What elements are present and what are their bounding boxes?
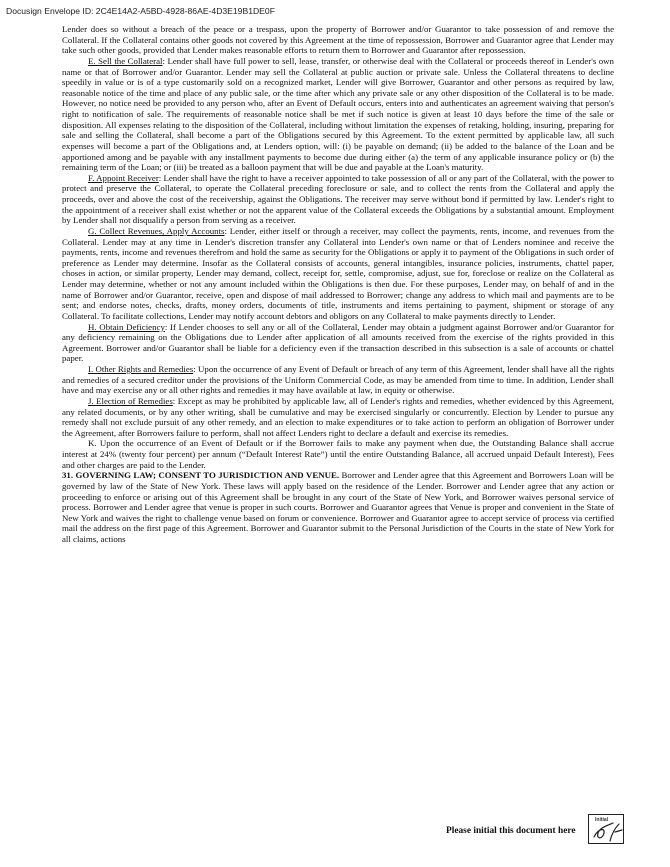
section-g-text: : Lender, either itself or through a receiver, may collect the payments, rents, income, and revenues from the Collateral. Lender may at any time in Lender's discretion transfer any Collateral into Lender's own name or that of Lenders nominee and receive the payments, rents, income and revenues therefrom and hold the same as security for the Obligations or apply it to payment of the Obligations in such order of preference as Lender may determine. Insofar as the Collateral consists of accounts, general intangibles, insurance policies, instruments, chattel paper, choses in action, or similar property, Lender may demand, collect, receipt for, settle, compromise, adjust, sue for, foreclose or realize on the Collateral as Lender may determine, whether or not any amount included within the Obligations is then due. For these purposes, Lender may, on behalf of and in the name of Borrower and/or Guarantor, receive, open and dispose of mail addressed to Borrower; change any address to which mail and payments are to be sent; and endorse notes, checks, drafts, money orders, documents of title, instruments and items pertaining to payment, shipment or storage of any Collateral. To facilitate collections, Lender may notify account debtors and obligors on any Collateral to make payments directly to Lender. bbox=[62, 225, 614, 321]
section-g-collect-revenues bbox=[62, 226, 614, 322]
section-h-text: : If Lender chooses to sell any or all of the Collateral, Lender may obtain a judgment against Borrower and/or Guarantor for any deficiency remaining on the Obligations due to Lender after application of all amounts received from the exercise of the rights provided in this Agreement. Borrower and/or Guarantor shall be liable for a deficiency even if the transaction described in this subsection is a sale of accounts or chattel paper. bbox=[62, 321, 614, 364]
section-i-heading: I. Other Rights and Remedies bbox=[88, 364, 194, 374]
section-j-text: : Except as may be prohibited by applicable law, all of Lender's rights and remedies, whether evidenced by this Agreement, any related documents, or by any other writing, shall be cumulative and may be exercised singularly or concurrently. Election by Lender to pursue any remedy shall not exclude pursuit of any other remedy, and an election to make expenditures or to take action to perform an obligation of Borrower under the Agreement, after Borrowers failure to perform, shall not affect Lenders right to declare a default and exercise its remedies. bbox=[62, 395, 615, 438]
section-e-heading: E. Sell the Collateral bbox=[88, 55, 163, 66]
section-31-text: Borrower and Lender agree that this Agreement and Borrowers Loan will be governed by law of the State of New York. These laws will apply based on the residence of the Lender. Borrower and Lender agree that any action or proceeding to enforce or arising out of this Agreement shall be brought in any court of the State of New York, and Borrower waives personal service of process. Borrower and Lender agree that venue is proper in such courts. Borrower and Guarantor agrees that Venue is proper and convenient in the State of New York and waives the right to challenge venue based on forum or convenience. Borrower and Guarantor agree to accept service of process via certified mail the address on the first page of this Agreement. Borrower and Guarantor submit to the Personal Jurisdiction of the Courts in the state of New York for all claims, actions bbox=[62, 470, 614, 544]
section-f-heading: F. Appoint Receiver bbox=[88, 172, 159, 183]
initial-box-label: Initial bbox=[595, 817, 609, 823]
envelope-id: Docusign Envelope ID: 2C4E14A2-A5BD-4928-86AE-4D3E19B1DE0F bbox=[6, 6, 275, 16]
section-h-obtain-deficiency bbox=[62, 322, 614, 365]
section-31-governing-law bbox=[62, 470, 614, 544]
section-f-appoint-receiver bbox=[62, 173, 614, 226]
section-j-election-remedies bbox=[62, 396, 614, 439]
paragraph-repossession: Lender does so without a breach of the peace or a trespass, upon the property of Borrower and/or Guarantor to take possession of and remove the Collateral. If the Collateral contains other goods not covered by this Agreement at the time of repossession, Borrower and Guarantor agree that Lender may take such other goods, provided that Lender makes reasonable efforts to return them to Borrower and Guarantor after repossession. bbox=[62, 24, 614, 56]
handwritten-initials-icon bbox=[589, 815, 625, 845]
initial-signature-field[interactable] bbox=[588, 814, 624, 844]
section-g-heading: G. Collect Revenues, Apply Accounts bbox=[88, 225, 225, 236]
section-h-heading: H. Obtain Deficiency bbox=[88, 321, 165, 332]
section-e-sell-collateral bbox=[62, 56, 614, 173]
section-e-text: : Lender shall have full power to sell, lease, transfer, or otherwise deal with the Collateral or proceeds thereof in Lender's own name or that of Borrower and/or Guarantor. Lender may sell the Collateral at public auction or private sale. Unless the Collateral threatens to decline speedily in value or is of a type customarily sold on a recognized market, Lender will give Borrower, Guarantor and other persons as required by law, reasonable notice of the time and place of any public sale, or the time after which any private sale or any other disposition of the Collateral is to be made. However, no notice need be provided to any person who, after an Event of Default occurs, enters into and authenticates an agreement waiving that person's right to notification of sale. The requirements of reasonable notice shall be met if such notice is given at least 10 days before the time of the sale or disposition. All expenses relating to the disposition of the Collateral, including without limitation the expenses of retaking, holding, insuring, preparing for sale and selling the Collateral, shall become a part of the Obligations secured by this Agreement. To the extent permitted by applicable law, all such expenses will become a part of the Obligations and, at Lenders option, will: (i) be payable on demand; (ii) be added to the balance of the Loan and be apportioned among and be payable with any installment payments to become due during either (a) the term of any applicable insurance policy or (b) the remaining term of the Loan; or (iii) be treated as a balloon payment that will be due and payable at the Loan's maturity. bbox=[62, 55, 614, 173]
initial-prompt: Please initial this document here bbox=[446, 826, 576, 836]
section-k-default-interest: K. Upon the occurrence of an Event of Default or if the Borrower fails to make any payment when due, the Outstanding Balance shall accrue interest at 24% (twenty four percent) per annum (“Default Interest Rate”) until the entire Outstanding Balance, all accrued unpaid Default Interest), Fees and other charges are paid to the Lender. bbox=[62, 438, 614, 470]
document-body bbox=[62, 24, 614, 545]
section-31-heading: 31. GOVERNING LAW; CONSENT TO JURISDICTION AND VENUE. bbox=[62, 470, 340, 481]
section-i-text: : Upon the occurrence of any Event of Default or breach of any term of this Agreement, lender shall have all the rights and remedies of a secured creditor under the provisions of the Uniform Commercial Code, as may be amended from time to time. In addition, Lender shall have and may exercise any or all other rights and remedies it may have available at law, in equity or otherwise. bbox=[62, 364, 614, 396]
section-j-heading: J. Election of Remedies bbox=[88, 395, 173, 406]
section-f-text: : Lender shall have the right to have a receiver appointed to take possession of all or any part of the Collateral, with the power to protect and preserve the Collateral, to operate the Collateral preceding foreclosure or sale, and to collect the rents from the Collateral and apply the proceeds, over and above the cost of the receivership, against the Obligations. The receiver may serve without bond if permitted by law. Lender's right to the appointment of a receiver shall exist whether or not the apparent value of the Collateral exceeds the Obligations by a substantial amount. Employment by Lender shall not disqualify a person from serving as a receiver. bbox=[62, 172, 614, 226]
section-i-other-remedies bbox=[62, 364, 614, 396]
